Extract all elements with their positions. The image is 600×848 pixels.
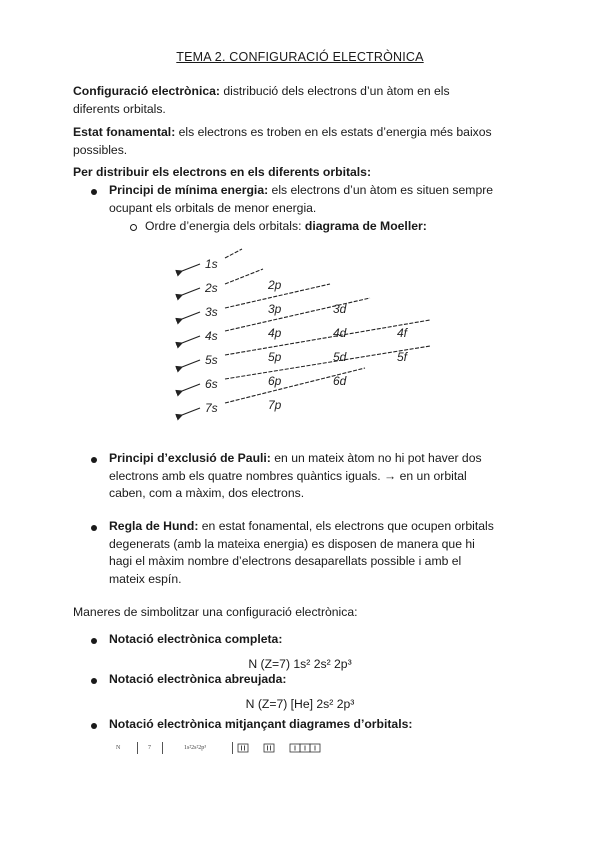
- orbital-label-2p: 2p: [268, 278, 282, 292]
- bullet-icon: [91, 457, 97, 463]
- circle-bullet-icon: [130, 224, 137, 231]
- arrow-icon: [182, 360, 200, 367]
- notation-diagram-label-text: Notació electrònica mitjançant diagrames d’orbitals:: [109, 717, 413, 731]
- config-definition: [73, 83, 543, 118]
- orbital-label-5p: 5p: [268, 350, 282, 364]
- arrow-icon: [182, 288, 200, 295]
- config-text-1: distribució dels electrons d’un àtom en els: [219, 84, 450, 98]
- orbital-label-6d: 6d: [333, 374, 347, 388]
- hund-rule: [109, 518, 549, 588]
- pauli-text-2: electrons amb els quatre nombres quàntics iguals. → en un orbital: [109, 468, 467, 483]
- bullet-icon: [91, 678, 97, 684]
- config-text-2: diferents orbitals.: [73, 101, 166, 116]
- bullet-icon: [91, 189, 97, 195]
- notation-full-formula: N (Z=7) 1s² 2s² 2p³: [248, 657, 352, 671]
- orbital-order-text: Ordre d’energia dels orbitals:: [145, 219, 305, 233]
- principle-min-energy: [109, 182, 549, 217]
- ground-state-definition: [73, 124, 543, 159]
- hund-term: Regla de Hund:: [109, 519, 199, 533]
- orbital-label-7p: 7p: [268, 398, 282, 412]
- distribute-heading: [73, 164, 371, 182]
- hund-text-2: degenerats (amb la mateixa energia) es disposen de manera que hi: [109, 536, 475, 551]
- moeller-diagram-label: diagrama de Moeller:: [304, 219, 427, 233]
- atomic-number: 7: [148, 745, 151, 751]
- hund-text-4: mateix espín.: [109, 571, 182, 586]
- orbital-box-2s: [264, 744, 274, 752]
- notation-full-label: [109, 631, 282, 649]
- orbital-label-2s: 2s: [205, 281, 218, 295]
- notation-diagram-label: [109, 716, 412, 734]
- hund-text-3: hagi el màxim nombre d’electrons desaparellats possible i amb el: [109, 554, 462, 568]
- pauli-term: Principi d’exclusió de Pauli:: [109, 451, 271, 465]
- notation-short-formula: N (Z=7) [He] 2s² 2p³: [245, 697, 355, 711]
- ground-state-term: Estat fonamental:: [73, 125, 176, 139]
- ground-state-text-1: els electrons es troben en els estats d’energia més baixos: [175, 125, 492, 139]
- ground-state-text-2: possibles.: [73, 142, 128, 157]
- notation-short-label-text: Notació electrònica abreujada:: [109, 672, 287, 686]
- orbital-label-3d: 3d: [333, 302, 347, 316]
- pauli-text-3: caben, com a màxim, dos electrons.: [109, 486, 305, 500]
- bullet-icon: [91, 525, 97, 531]
- pauli-text-1: en un mateix àtom no hi pot haver dos: [270, 451, 482, 465]
- orbital-label-4d: 4d: [333, 326, 347, 340]
- principle-min-term: Principi de mínima energia:: [109, 183, 269, 197]
- orbital-label-4p: 4p: [268, 326, 282, 340]
- principle-min-text-2: ocupant els orbitals de menor energia.: [109, 200, 317, 215]
- arrow-icon: [182, 384, 200, 391]
- orbital-label-6p: 6p: [268, 374, 282, 388]
- orbital-label-3s: 3s: [205, 305, 218, 319]
- moeller-diagram: [170, 240, 450, 430]
- bullet-icon: [91, 638, 97, 644]
- config-term: Configuració electrònica:: [73, 84, 220, 98]
- diagonal-line-1: [225, 249, 242, 258]
- principle-min-text-1: els electrons d’un àtom es situen sempre: [268, 183, 494, 197]
- arrow-icon: [182, 336, 200, 343]
- orbital-box-1s: [238, 744, 248, 752]
- divider: [137, 742, 138, 754]
- orbital-order-item: [145, 218, 427, 236]
- hund-text-1: en estat fonamental, els electrons que ocupen orbitals: [198, 519, 494, 533]
- arrow-icon: [182, 264, 200, 271]
- maneres-text: Maneres de simbolitzar una configuració electrònica:: [73, 605, 358, 619]
- arrow-icon: [182, 312, 200, 319]
- orbital-label-5s: 5s: [205, 353, 218, 367]
- page-title: TEMA 2. CONFIGURACIÓ ELECTRÒNICA: [176, 50, 424, 64]
- orbital-label-1s: 1s: [205, 257, 218, 271]
- divider: [232, 742, 233, 754]
- diagonal-line-2: [225, 269, 263, 284]
- bullet-icon: [91, 723, 97, 729]
- orbital-label-6s: 6s: [205, 377, 218, 391]
- orbital-label-7s: 7s: [205, 401, 218, 415]
- divider: [162, 742, 163, 754]
- orbital-label-4f: 4f: [397, 326, 408, 340]
- arrow-icon: [182, 408, 200, 415]
- element-symbol: N: [116, 745, 121, 751]
- orbital-label-3p: 3p: [268, 302, 282, 316]
- pauli-principle: [109, 450, 549, 503]
- orbital-boxes-diagram: [236, 742, 336, 754]
- distribute-heading-text: Per distribuir els electrons en els diferents orbitals:: [73, 165, 372, 179]
- notation-short-label: [109, 671, 286, 689]
- orbital-label-5d: 5d: [333, 350, 347, 364]
- orbital-label-4s: 4s: [205, 329, 218, 343]
- notation-full-label-text: Notació electrònica completa:: [109, 632, 283, 646]
- orbital-label-5f: 5f: [397, 350, 408, 364]
- mini-configuration: 1s²2s²2p³: [184, 745, 207, 751]
